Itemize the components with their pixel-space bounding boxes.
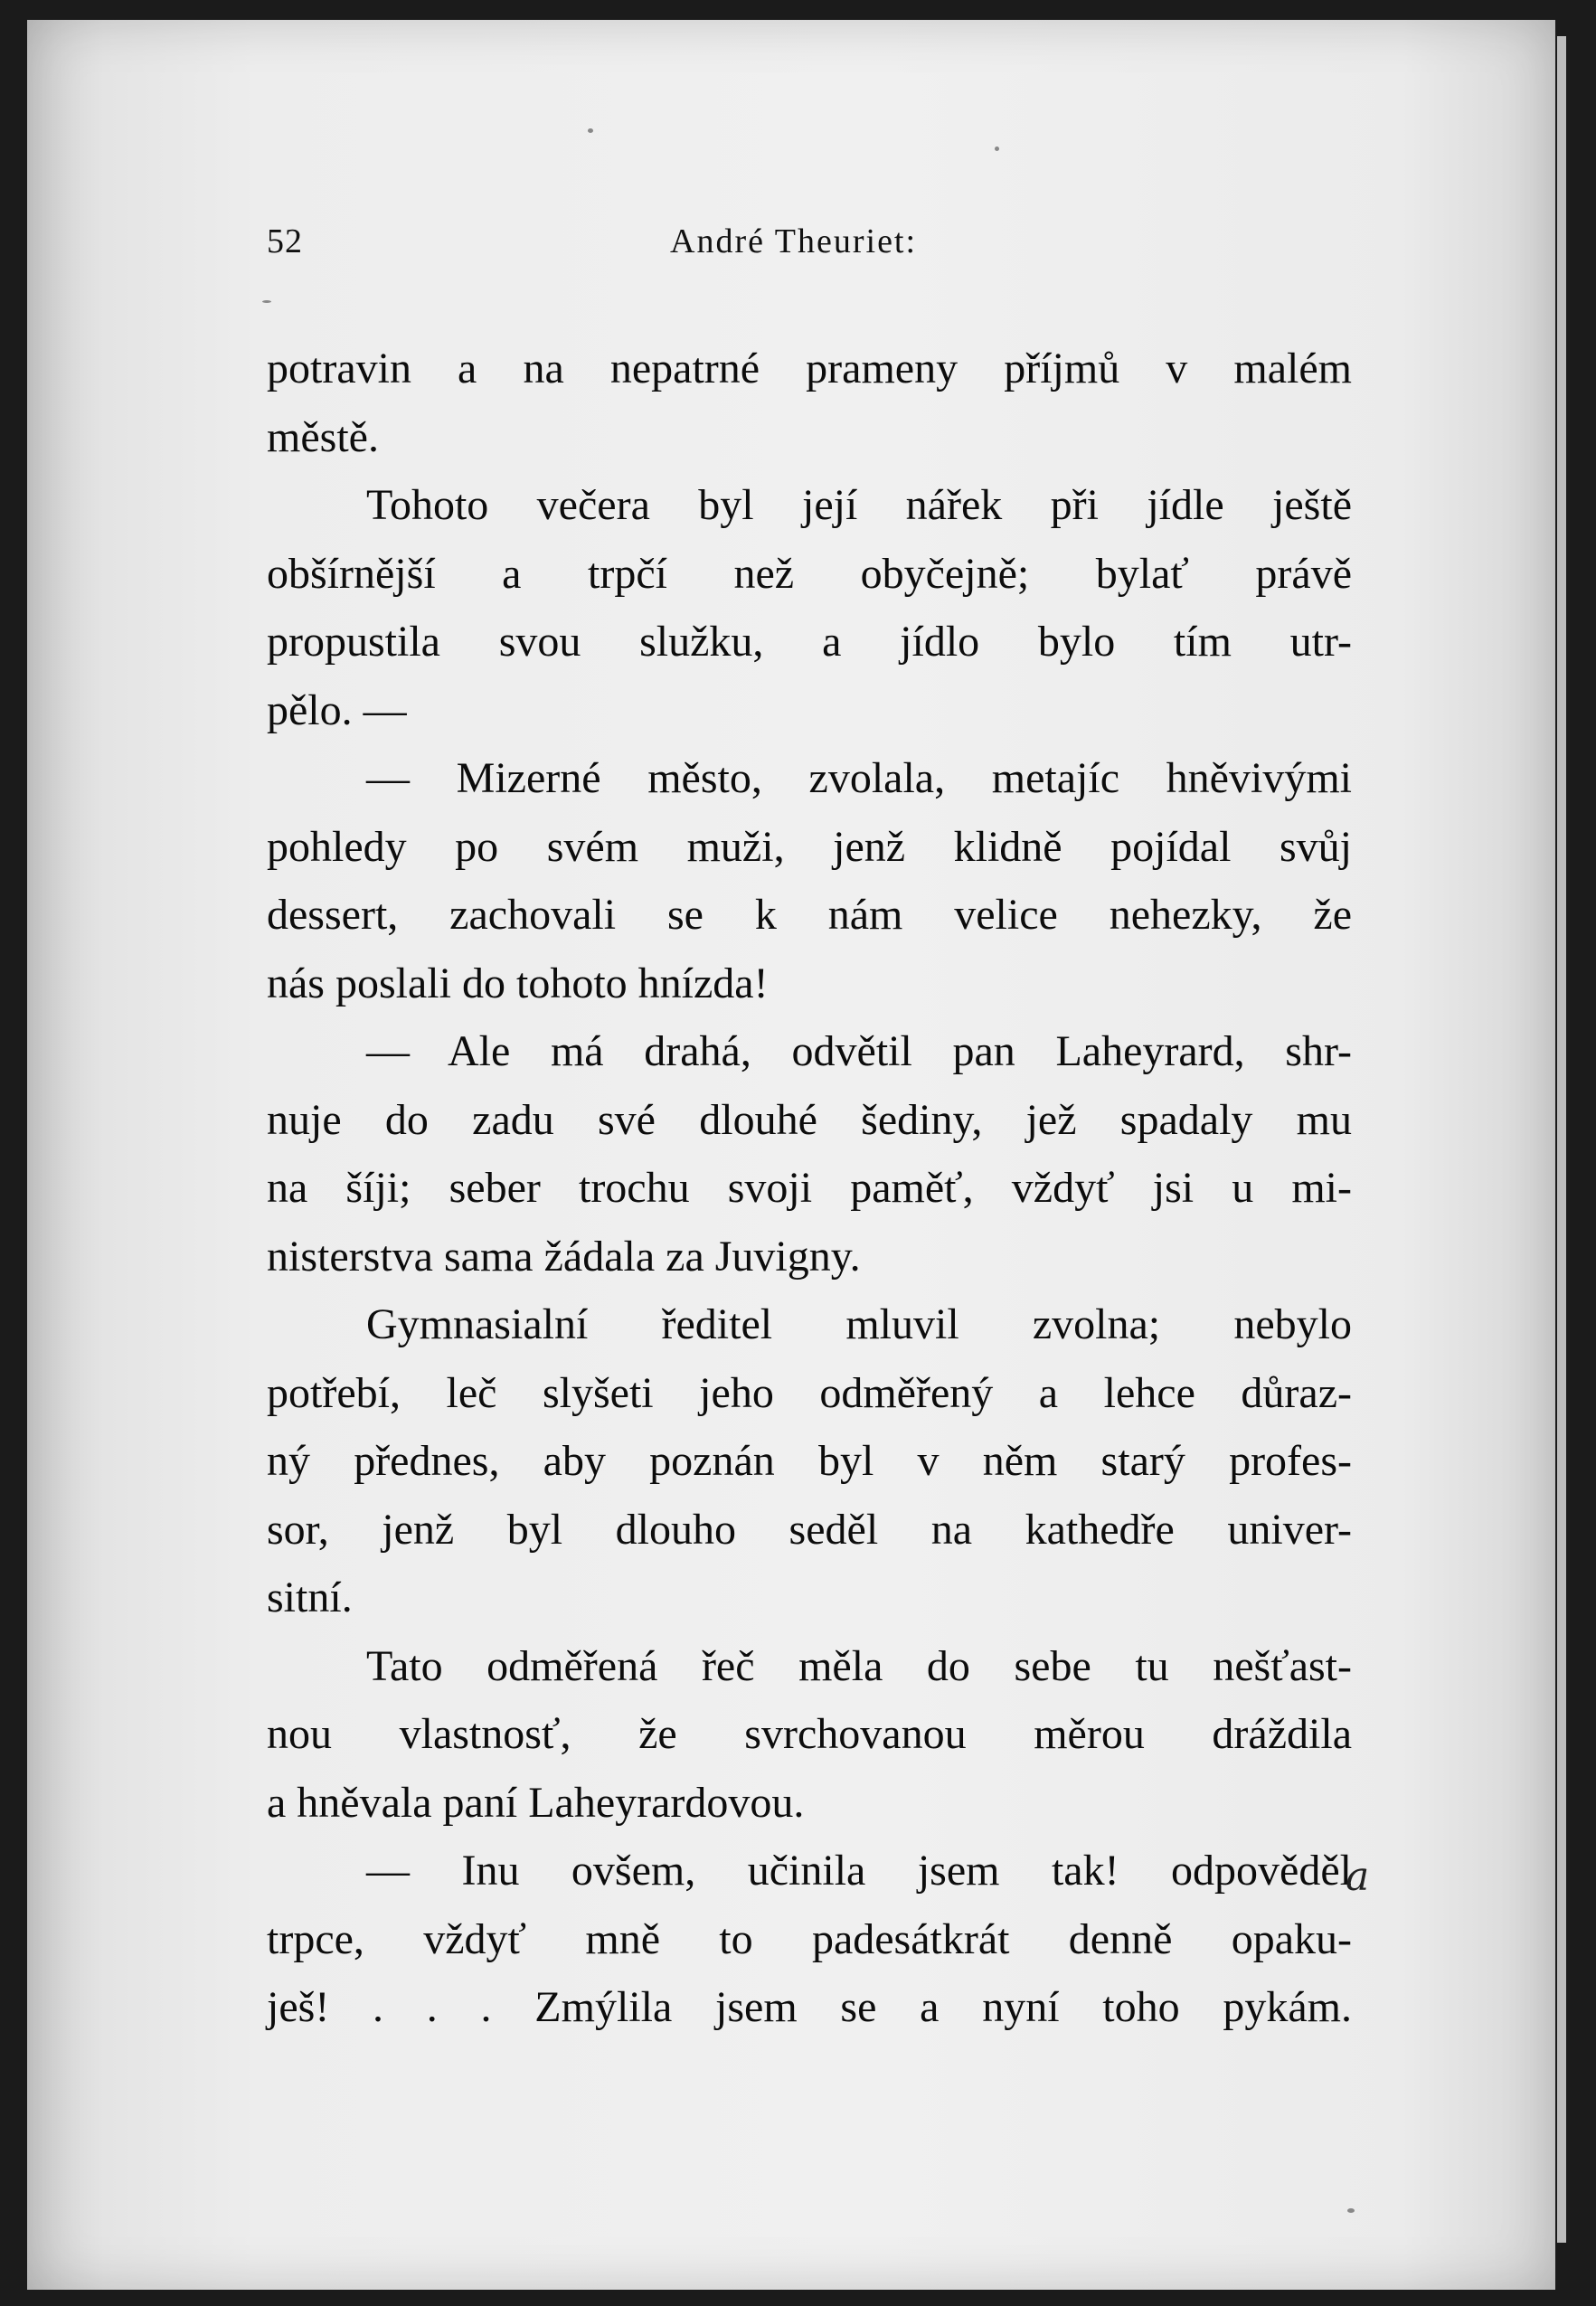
text-line: ješ! . . . Zmýlila jsem se a nyní toho pykám. xyxy=(267,1983,1352,2031)
body-text xyxy=(267,335,1352,2042)
text-line: ný přednes, aby poznán byl v něm starý profes- xyxy=(267,1437,1352,1485)
page-edge xyxy=(1557,36,1566,2243)
paper-speck xyxy=(995,146,999,151)
text-line: trpce, vždyť mně to padesátkrát denně opaku- xyxy=(267,1914,1352,1963)
text-line: sor, jenž byl dlouho seděl na kathedře univer- xyxy=(267,1505,1352,1554)
text-line: Gymnasialní ředitel mluvil zvolna; nebylo xyxy=(366,1300,1352,1348)
handwritten-correction: a xyxy=(1346,1854,1370,1900)
text-line: obšírnější a trpčí než obyčejně; bylať právě xyxy=(267,549,1352,598)
page-header xyxy=(267,222,1352,276)
text-line: sitní. xyxy=(267,1574,353,1621)
text-line: pělo. — xyxy=(267,685,407,734)
text-line: propustila svou služku, a jídlo bylo tím utr- xyxy=(267,618,1352,666)
text-line: — Mizerné město, zvolala, metajíc hněvivými xyxy=(366,754,1352,802)
text-line: nisterstva sama žádala za Juvigny. xyxy=(267,1232,861,1281)
paper-speck xyxy=(1347,2208,1355,2213)
text-line: nás poslali do tohoto hnízda! xyxy=(267,959,769,1007)
text-line: nou vlastnosť, že svrchovanou měrou dráždila xyxy=(267,1710,1352,1758)
paper-speck xyxy=(588,128,593,133)
text-line: — Ale má drahá, odvětil pan Laheyrard, shr- xyxy=(366,1027,1352,1075)
text-line: — Inu ovšem, učinila jsem tak! odpověděl xyxy=(366,1847,1352,1895)
text-line: pohledy po svém muži, jenž klidně pojídal svůj xyxy=(267,822,1352,871)
text-line: potřebí, leč slyšeti jeho odměřený a lehce důraz- xyxy=(267,1368,1352,1417)
text-line: dessert, zachovali se k nám velice nehezky, že xyxy=(267,891,1352,939)
text-line: městě. xyxy=(267,412,379,461)
text-line: nuje do zadu své dlouhé šediny, jež spadaly mu xyxy=(267,1095,1352,1144)
paper-speck xyxy=(262,300,271,303)
text-line: Tato odměřená řeč měla do sebe tu nešťast- xyxy=(366,1641,1352,1690)
running-head: André Theuriet: xyxy=(670,222,918,260)
page-number: 52 xyxy=(267,222,303,260)
text-line: na šíji; seber trochu svoji paměť, vždyť jsi u mi- xyxy=(267,1164,1352,1212)
text-line: Tohoto večera byl její nářek při jídle ještě xyxy=(366,481,1352,529)
text-line: potravin a na nepatrné prameny příjmů v malém xyxy=(267,345,1352,392)
text-line: a hněvala paní Laheyrardovou. xyxy=(267,1778,805,1827)
